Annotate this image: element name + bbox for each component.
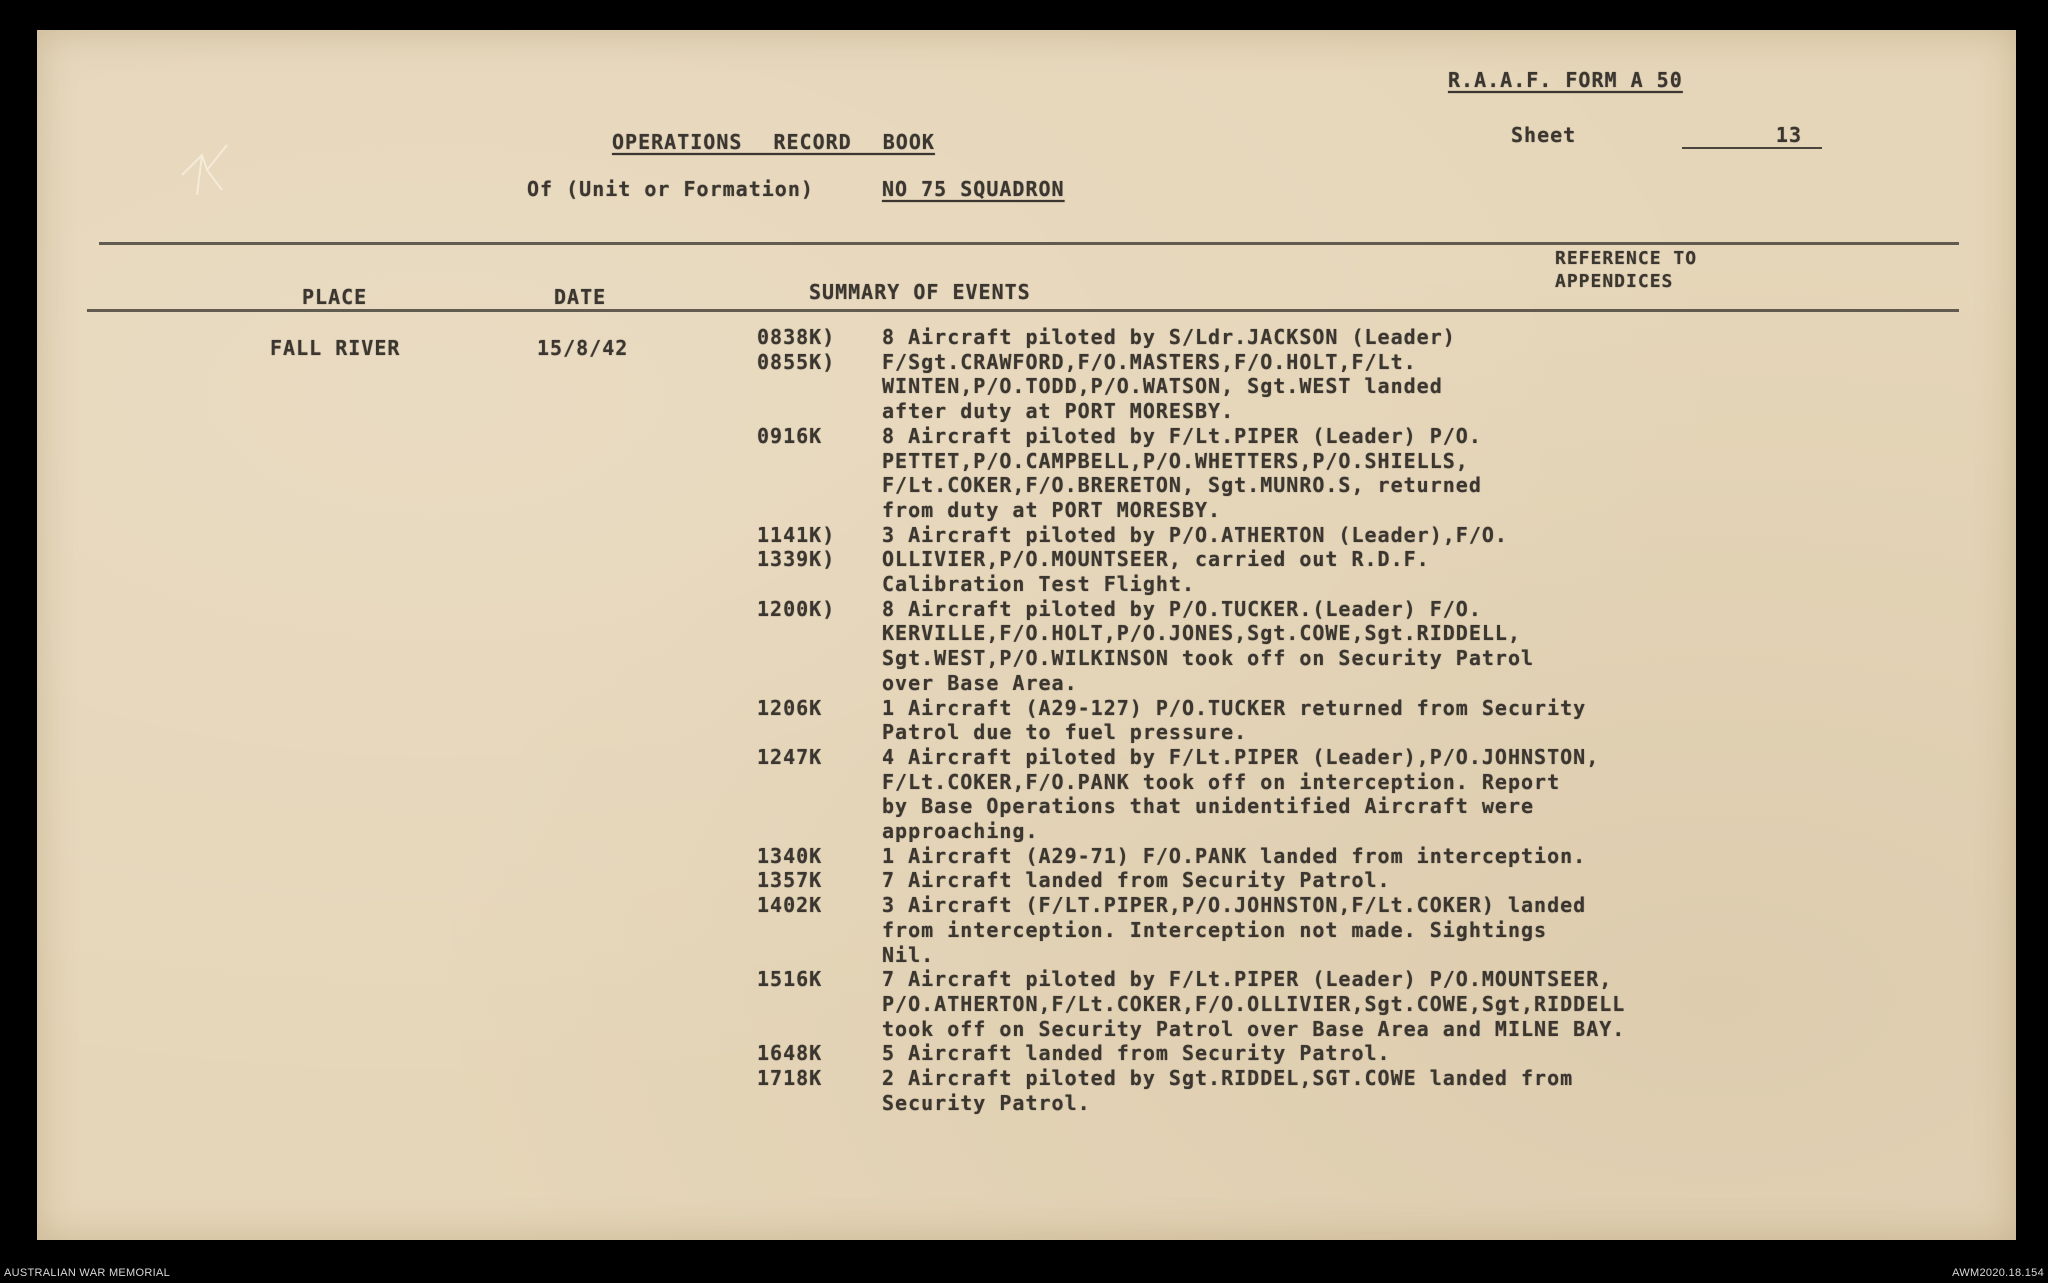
entry-place: FALL RIVER bbox=[270, 336, 401, 360]
log-text: 2 Aircraft piloted by Sgt.RIDDEL,SGT.COWE landed from bbox=[882, 1066, 1574, 1090]
header-rule-top bbox=[99, 242, 1959, 245]
column-header-reference: REFERENCE TO bbox=[1555, 248, 1698, 269]
log-text: after duty at PORT MORESBY. bbox=[882, 399, 1235, 424]
sheet-label: Sheet bbox=[1511, 123, 1577, 147]
column-header-summary: SUMMARY OF EVENTS bbox=[809, 280, 1031, 304]
log-text: 3 Aircraft (F/LT.PIPER,P/O.JOHNSTON,F/Lt.COKER) landed bbox=[882, 893, 1587, 918]
log-time: 1206K bbox=[757, 695, 823, 720]
log-time: 0916K bbox=[757, 423, 823, 448]
log-text: 1 Aircraft (A29-71) F/O.PANK landed from interception. bbox=[882, 843, 1587, 868]
footer-reference-id: AWM2020.18.154 bbox=[1952, 1267, 2044, 1279]
log-text: PETTET,P/O.CAMPBELL,P/O.WHETTERS,P/O.SHIELLS, bbox=[882, 448, 1469, 473]
log-time: 1340K bbox=[757, 843, 823, 868]
column-header-place: PLACE bbox=[302, 285, 368, 309]
document-page bbox=[37, 30, 2016, 1240]
log-text: approaching. bbox=[882, 819, 1039, 843]
log-text: 8 Aircraft piloted by S/Ldr.JACKSON (Leader) bbox=[882, 325, 1456, 349]
log-time: 1200K) bbox=[757, 596, 836, 621]
paper-crease-mark bbox=[177, 135, 237, 205]
log-text: 3 Aircraft piloted by P/O.ATHERTON (Leader),F/O. bbox=[882, 522, 1508, 547]
log-time: 1247K bbox=[757, 744, 823, 769]
log-text: 5 Aircraft landed from Security Patrol. bbox=[882, 1041, 1391, 1066]
log-text: OLLIVIER,P/O.MOUNTSEER, carried out R.D.F. bbox=[882, 547, 1430, 572]
entry-date: 15/8/42 bbox=[537, 336, 629, 360]
log-time: 1339K) bbox=[757, 547, 836, 572]
form-label: R.A.A.F. FORM A 50 bbox=[1448, 68, 1683, 92]
unit-label: Of (Unit or Formation) bbox=[527, 177, 814, 201]
log-text: F/Sgt.CRAWFORD,F/O.MASTERS,F/O.HOLT,F/Lt. bbox=[882, 349, 1417, 374]
log-text: by Base Operations that unidentified Aircraft were bbox=[882, 794, 1535, 819]
header-rule-bottom bbox=[87, 309, 1959, 312]
log-text: Nil. bbox=[882, 942, 935, 967]
sheet-number: 13 bbox=[1682, 123, 1822, 149]
log-text: Calibration Test Flight. bbox=[882, 572, 1195, 596]
log-text: 8 Aircraft piloted by F/Lt.PIPER (Leader) P/O. bbox=[882, 423, 1482, 448]
log-time: 1402K bbox=[757, 893, 823, 918]
log-text: WINTEN,P/O.TODD,P/O.WATSON, Sgt.WEST landed bbox=[882, 374, 1443, 399]
log-text: from duty at PORT MORESBY. bbox=[882, 497, 1222, 522]
unit-value: NO 75 SQUADRON bbox=[882, 177, 1065, 201]
log-text: 4 Aircraft piloted by F/Lt.PIPER (Leader),P/O.JOHNSTON, bbox=[882, 744, 1600, 769]
log-text: 1 Aircraft (A29-127) P/O.TUCKER returned from Security bbox=[882, 695, 1587, 720]
log-time: 0855K) bbox=[757, 349, 836, 374]
log-text: F/Lt.COKER,F/O.BRERETON, Sgt.MUNRO.S, returned bbox=[882, 473, 1482, 498]
log-text: 7 Aircraft piloted by F/Lt.PIPER (Leader) P/O.MOUNTSEER, bbox=[882, 967, 1613, 992]
log-text: KERVILLE,F/O.HOLT,P/O.JONES,Sgt.COWE,Sgt.RIDDELL, bbox=[882, 621, 1522, 646]
column-header-appendices: APPENDICES bbox=[1555, 271, 1674, 292]
log-time: 1718K bbox=[757, 1066, 823, 1090]
column-header-date: DATE bbox=[554, 285, 607, 309]
log-text: took off on Security Patrol over Base Area and MILNE BAY. bbox=[882, 1016, 1626, 1041]
log-text: Security Patrol. bbox=[882, 1090, 1091, 1115]
log-text: P/O.ATHERTON,F/Lt.COKER,F/O.OLLIVIER,Sgt.COWE,Sgt,RIDDELL bbox=[882, 991, 1626, 1016]
log-text: 8 Aircraft piloted by P/O.TUCKER.(Leader) F/O. bbox=[882, 596, 1482, 621]
log-time: 1141K) bbox=[757, 522, 836, 547]
log-text: over Base Area. bbox=[882, 670, 1078, 695]
footer-credit: AUSTRALIAN WAR MEMORIAL bbox=[4, 1267, 171, 1279]
log-time: 1648K bbox=[757, 1041, 823, 1066]
log-time: 0838K) bbox=[757, 325, 836, 349]
log-text: Sgt.WEST,P/O.WILKINSON took off on Security Patrol bbox=[882, 646, 1535, 671]
log-time: 1516K bbox=[757, 967, 823, 992]
log-text: F/Lt.COKER,F/O.PANK took off on interception. Report bbox=[882, 769, 1561, 794]
log-time: 1357K bbox=[757, 868, 823, 893]
log-text: from interception. Interception not made. Sightings bbox=[882, 917, 1548, 942]
log-text: Patrol due to fuel pressure. bbox=[882, 720, 1248, 745]
log-text: 7 Aircraft landed from Security Patrol. bbox=[882, 868, 1391, 893]
page-title: OPERATIONS RECORD BOOK bbox=[612, 130, 935, 154]
